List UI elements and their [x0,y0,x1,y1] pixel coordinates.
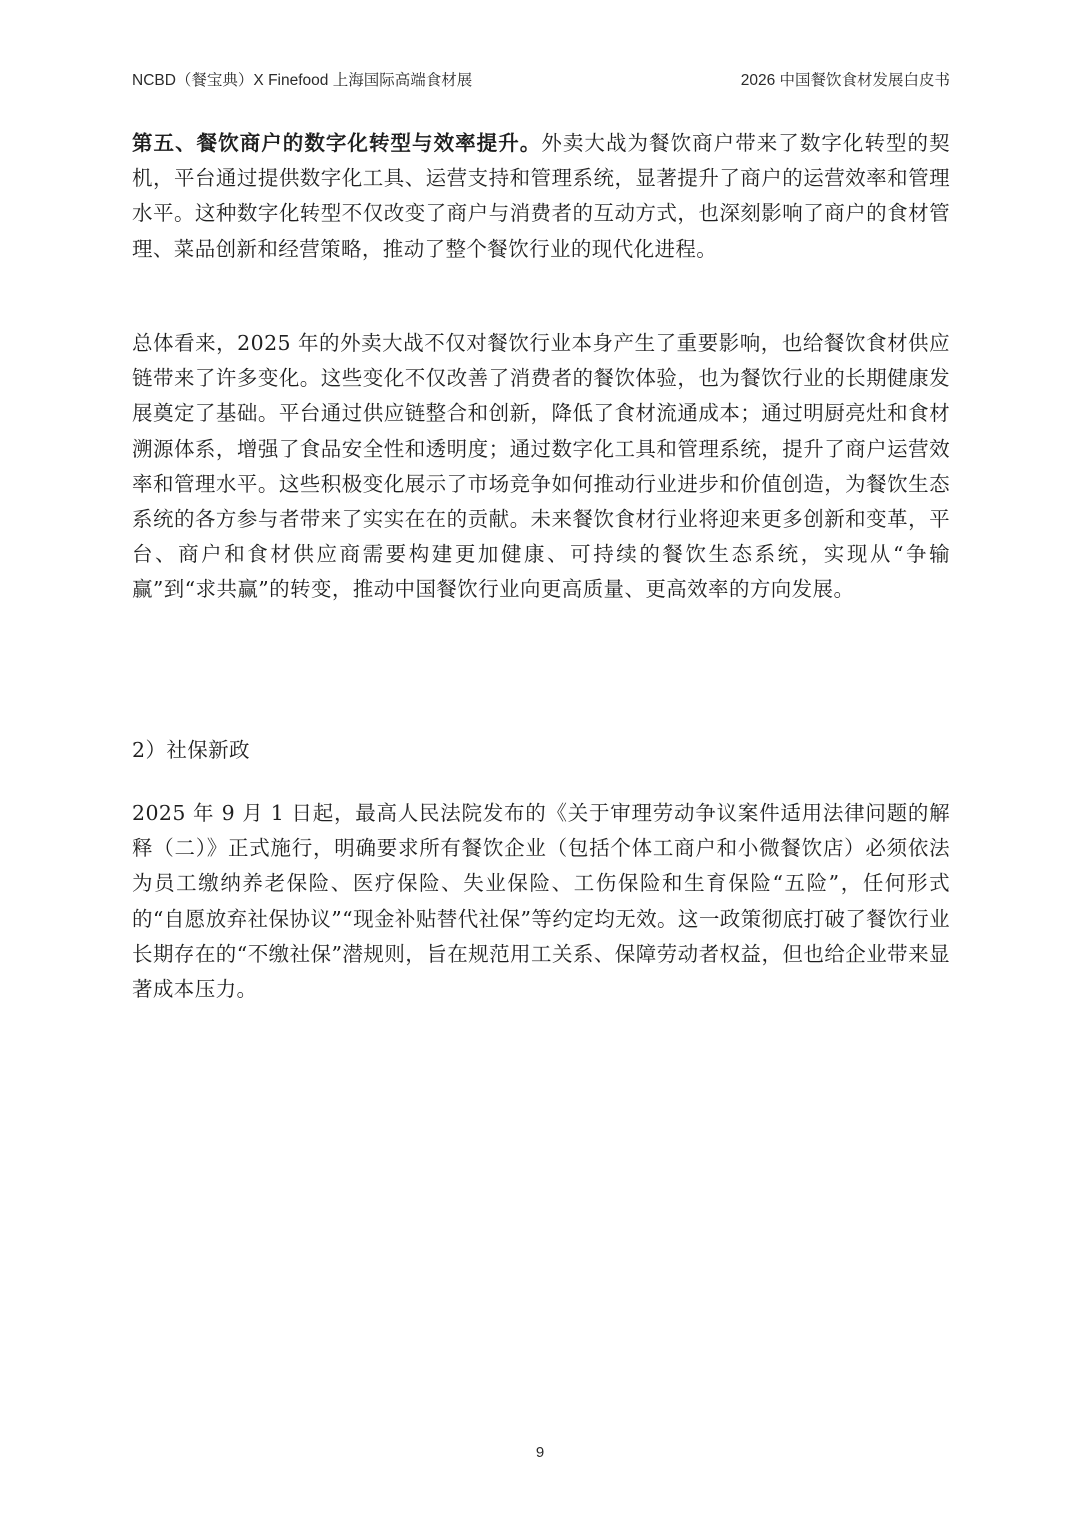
paragraph-body: 外卖大战为餐饮商户带来了数字化转型的契机，平台通过提供数字化工具、运营支持和管理系统，显著提升了商户的运营效率和管理水平。这种数字化转型不仅改变了商户与消费者的互动方式，也深刻影响了商户的食材管理、菜品创新和经营策略，推动了整个餐饮行业的现代化进程。 [132,131,950,261]
paragraph-lead: 第五、餐饮商户的数字化转型与效率提升。 [132,131,542,155]
paragraph-social-insurance: 2025 年 9 月 1 日起，最高人民法院发布的《关于审理劳动争议案件适用法律问题的解释（二）》正式施行，明确要求所有餐饮企业（包括个体工商户和小微餐饮店）必须依法为员工缴纳养老保险、医疗保险、失业保险、工伤保险和生育保险“五险”，任何形式的“自愿放弃社保协议”“现金补贴替代社保”等约定均无效。这一政策彻底打破了餐饮行业长期存在的“不缴社保”潜规则，旨在规范用工关系、保障劳动者权益，但也给企业带来显著成本压力。 [132,801,950,1002]
header-left-title: NCBD（餐宝典）X Finefood 上海国际高端食材展 [132,72,473,89]
section-subheading: 2）社保新政 [132,738,250,762]
page-header [132,68,950,92]
page-number: 9 [535,1444,545,1461]
paragraph-summary: 总体看来，2025 年的外卖大战不仅对餐饮行业本身产生了重要影响，也给餐饮食材供应链带来了许多变化。这些变化不仅改善了消费者的餐饮体验，也为餐饮行业的长期健康发展奠定了基础。平台通过供应链整合和创新，降低了食材流通成本；通过明厨亮灶和食材溯源体系，增强了食品安全性和透明度；通过数字化工具和管理系统，提升了商户运营效率和管理水平。这些积极变化展示了市场竞争如何推动行业进步和价值创造，为餐饮生态系统的各方参与者带来了实实在在的贡献。未来餐饮食材行业将迎来更多创新和变革，平台、商户和食材供应商需要构建更加健康、可持续的餐饮生态系统，实现从“争输赢”到“求共赢”的转变，推动中国餐饮行业向更高质量、更高效率的方向发展。 [132,331,950,602]
header-right-title: 2026 中国餐饮食材发展白皮书 [740,72,950,89]
paragraph-digital-transformation [132,126,950,267]
